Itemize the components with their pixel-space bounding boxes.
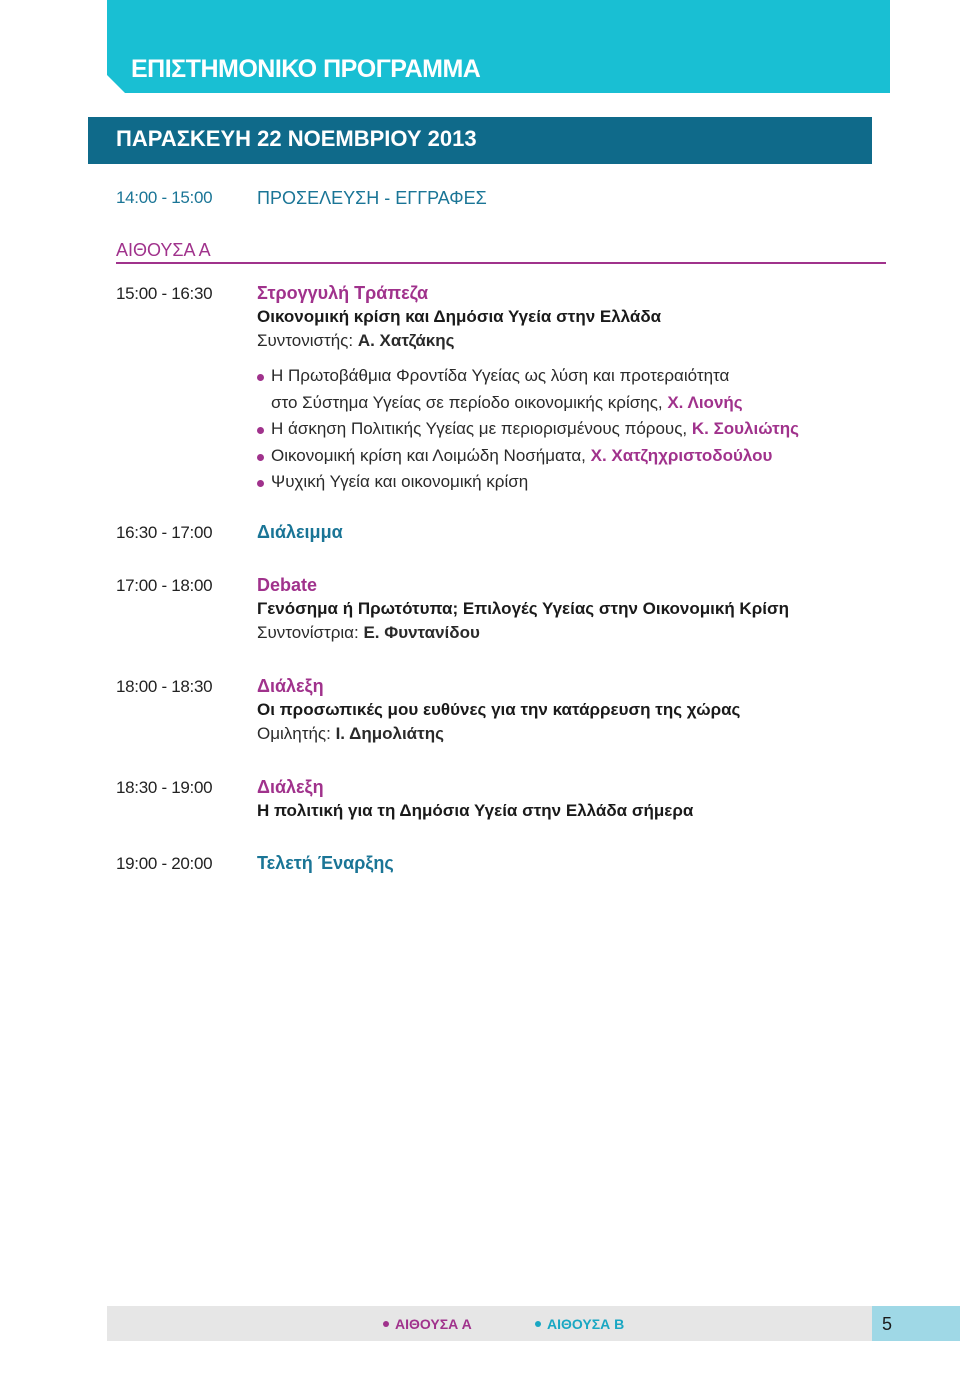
top-banner [107,0,890,93]
session-time: 17:00 - 18:00 [116,576,213,595]
talk-text: Η Πρωτοβάθμια Φροντίδα Υγείας ως λύση και προτεραιότητα [271,366,730,385]
bullet-icon [257,374,264,381]
speaker-name: Χ. Λιονής [667,392,743,412]
legend-room-b [535,1316,624,1332]
bullet-icon [257,454,264,461]
session-lecture [257,674,897,746]
session-round-table [257,281,897,496]
banner-corner [107,75,125,93]
legend-dot-icon [383,1321,389,1327]
page-number-box [872,1306,960,1341]
session-lecture [257,775,897,823]
session-title: Οικονομική κρίση και Δημόσια Υγεία στην Ελλάδα [257,307,662,326]
role-label: Συντονιστής: [257,331,358,350]
session-title: Γενόσημα ή Πρωτότυπα; Επιλογές Υγείας στην Οικονομική Κρίση [257,599,789,618]
session-type: Διάλειμμα [257,522,343,542]
moderator-name: Ε. Φυντανίδου [363,623,480,642]
talk-text: Ψυχική Υγεία και οικονομική κρίση [271,472,529,491]
session-type: Debate [257,575,318,595]
room-divider [116,262,886,264]
talk-item-continuation [257,390,897,417]
talk-item [257,416,897,443]
session-type: Διάλεξη [257,676,324,696]
arrival-title: ΠΡΟΣΕΛΕΥΣΗ - ΕΓΓΡΑΦΕΣ [257,188,487,208]
session-type: Διάλεξη [257,777,324,797]
legend-label: ΑΙΘΟΥΣΑ Β [547,1316,625,1332]
session-type: Στρογγυλή Τράπεζα [257,283,429,303]
session-time: 16:30 - 17:00 [116,523,213,542]
footer-bar [107,1306,872,1341]
day-title: ΠΑΡΑΣΚΕΥΗ 22 ΝΟΕΜΒΡΙΟΥ 2013 [116,126,477,151]
talk-item [257,469,897,496]
moderator-name: Α. Χατζάκης [357,331,455,350]
session-moderator [257,329,897,353]
session-debate [257,573,897,645]
talk-text: Οικονομική κρίση και Λοιμώδη Νοσήματα, [271,445,591,465]
session-title: Οι προσωπικές μου ευθύνες για την κατάρρευση της χώρας [257,700,741,719]
talk-item [257,363,897,390]
talk-text: Η άσκηση Πολιτικής Υγείας με περιορισμένους πόρους, [271,419,692,438]
bullet-icon [257,480,264,487]
arrival-time: 14:00 - 15:00 [116,188,213,207]
legend-label: ΑΙΘΟΥΣΑ Α [395,1316,472,1332]
session-time: 18:30 - 19:00 [116,778,213,797]
session-title: Η πολιτική για τη Δημόσια Υγεία στην Ελλάδα σήμερα [257,801,694,820]
room-label: ΑΙΘΟΥΣΑ Α [116,240,211,260]
session-moderator [257,621,897,645]
session-time: 15:00 - 16:30 [116,284,213,303]
session-break [257,520,897,544]
session-speaker [257,722,897,746]
role-label: Συντονίστρια: [257,623,364,642]
talk-text: στο Σύστημα Υγείας σε περίοδο οικονομικής κρίσης, [271,392,668,412]
session-opening [257,851,897,875]
speaker-name: Χ. Χατζηχριστοδούλου [590,445,773,465]
legend-room-a [383,1316,472,1332]
banner-title: ΕΠΙΣΤΗΜΟΝΙΚΟ ΠΡΟΓΡΑΜΜΑ [131,55,481,83]
legend-dot-icon [535,1321,541,1327]
arrival-block [257,186,897,210]
session-type: Τελετή Έναρξης [257,853,394,873]
session-time: 18:00 - 18:30 [116,677,213,696]
page-number: 5 [882,1314,893,1334]
speaker-name: Ι. Δημολιάτης [335,724,444,743]
day-bar [88,117,872,164]
session-time: 19:00 - 20:00 [116,854,213,873]
bullet-icon [257,427,264,434]
role-label: Ομιλητής: [257,724,336,743]
speaker-name: Κ. Σουλιώτης [691,419,799,438]
talk-item [257,443,897,470]
